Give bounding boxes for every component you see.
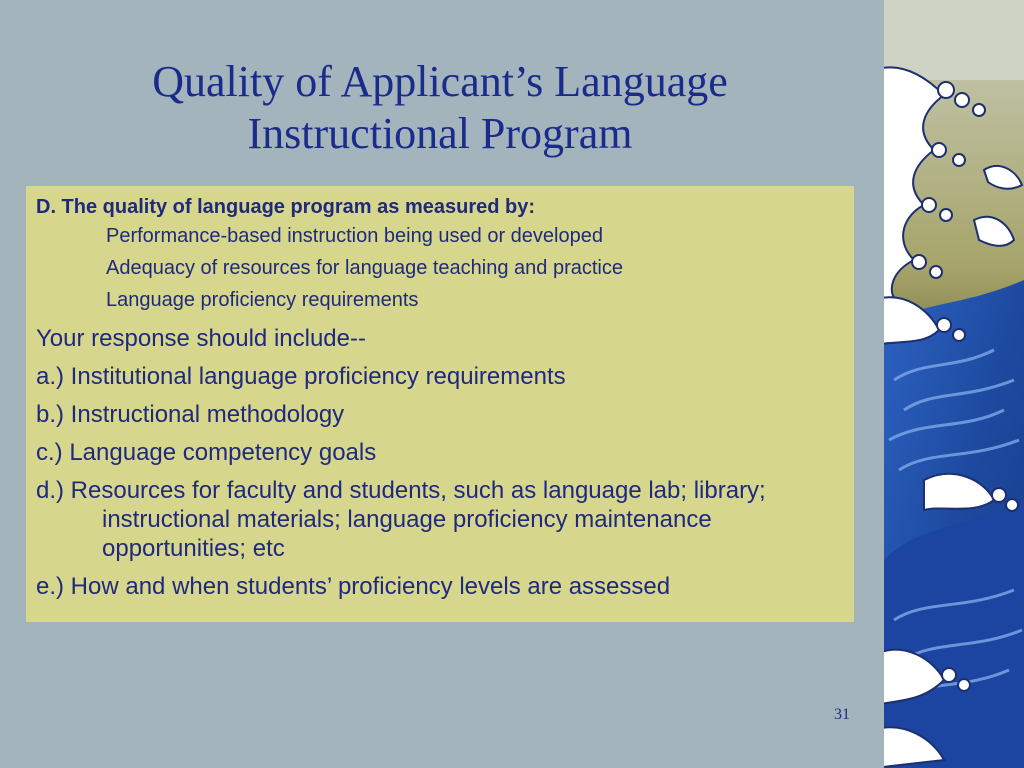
response-item-b: b.) Instructional methodology (36, 401, 345, 428)
title-line-1: Quality of Applicant’s Language (152, 57, 728, 106)
great-wave-image (884, 0, 1024, 768)
response-item-c: c.) Language competency goals (36, 439, 377, 466)
response-item-d: d.) Resources for faculty and students, such as language lab; library; instructional materials; language proficiency maintenance opportunities; etc (36, 477, 766, 562)
section-heading: D. The quality of language program as measured by: (36, 196, 535, 218)
page-number: 31 (834, 706, 850, 723)
sub-item-proficiency: Language proficiency requirements (106, 289, 419, 311)
slide-title (40, 56, 840, 160)
response-intro: Your response should include-- (36, 325, 366, 352)
title-line-2: Instructional Program (247, 109, 633, 158)
sub-item-adequacy: Adequacy of resources for language teaching and practice (106, 257, 624, 279)
sub-item-performance: Performance-based instruction being used or developed (106, 225, 603, 247)
content-box (26, 186, 854, 622)
response-item-a: a.) Institutional language proficiency requirements (36, 363, 566, 390)
response-item-e: e.) How and when students’ proficiency levels are assessed (36, 573, 671, 600)
